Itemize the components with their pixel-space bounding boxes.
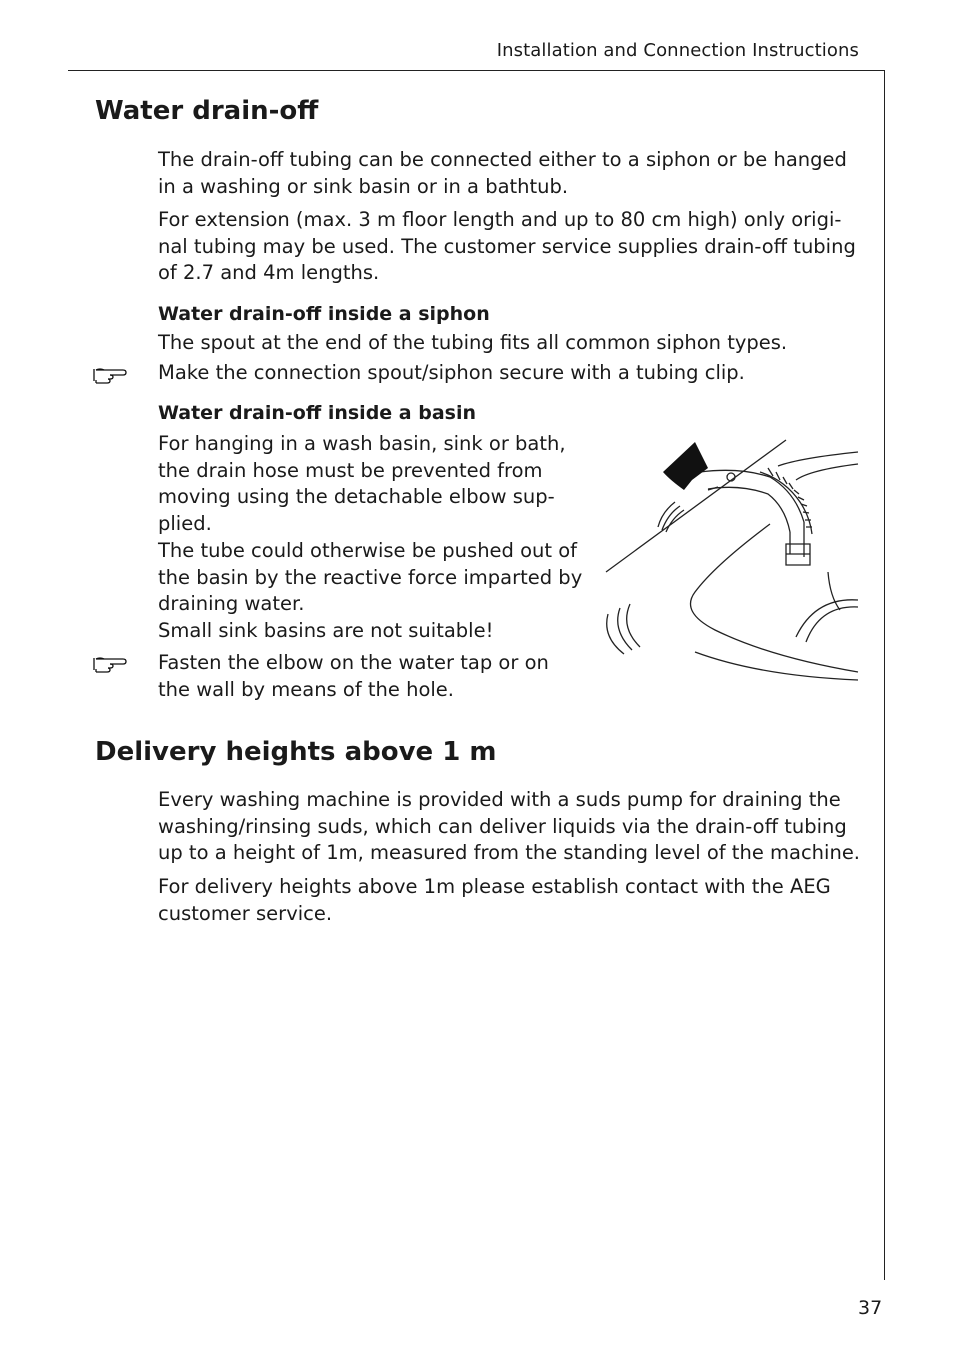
- text-line: of 2.7 and 4m lengths.: [158, 261, 380, 285]
- text-line: Small sink basins are not suitable!: [158, 618, 494, 642]
- text-line: nal tubing may be used. The customer service supplies drain-off tubing: [158, 234, 856, 258]
- text-line: plied.: [158, 512, 212, 536]
- subheading-siphon: Water drain-off inside a siphon: [158, 303, 490, 325]
- margin-rule: [884, 70, 885, 1280]
- text-line: For extension (max. 3 m floor length and up to 80 cm high) only origi-: [158, 208, 842, 231]
- text-line: customer service.: [158, 901, 333, 925]
- paragraph-contact-service: [158, 874, 831, 927]
- running-header: Installation and Connection Instructions: [496, 40, 859, 61]
- text-line: the wall by means of the hole.: [158, 677, 455, 701]
- text-line: washing/rinsing suds, which can deliver liquids via the drain-off tubing: [158, 814, 847, 838]
- section-title-water-drain-off: Water drain-off: [95, 96, 319, 126]
- text-line: moving using the detachable elbow sup-: [158, 485, 555, 509]
- text-line: the drain hose must be prevented from: [158, 458, 543, 482]
- text-line: Every washing machine is provided with a suds pump for draining the: [158, 788, 841, 811]
- text-line: in a washing or sink basin or in a bathtub.: [158, 174, 569, 198]
- subheading-basin: Water drain-off inside a basin: [158, 402, 476, 424]
- text-line: draining water.: [158, 592, 305, 616]
- drain-hose-basin-illustration: [600, 432, 860, 692]
- text-line: Fasten the elbow on the water tap or on: [158, 651, 549, 674]
- text-line: The drain-off tubing can be connected either to a siphon or be hanged: [158, 148, 847, 171]
- text-line: For delivery heights above 1m please establish contact with the AEG: [158, 875, 831, 898]
- paragraph-suds-pump: [158, 787, 860, 867]
- paragraph-extension: [158, 207, 856, 287]
- pointing-hand-icon: [93, 365, 127, 385]
- tip-fasten-elbow: [158, 650, 549, 703]
- paragraph-basin: [158, 431, 582, 645]
- section-title-delivery-heights: Delivery heights above 1 m: [95, 737, 497, 767]
- text-line: up to a height of 1m, measured from the standing level of the machine.: [158, 841, 861, 865]
- header-rule: [68, 70, 885, 71]
- text-line: For hanging in a wash basin, sink or bath,: [158, 432, 566, 455]
- page-number: 37: [858, 1297, 883, 1319]
- paragraph-siphon: The spout at the end of the tubing fits all common siphon types.: [158, 331, 788, 354]
- text-line: the basin by the reactive force imparted by: [158, 565, 583, 589]
- text-line: The tube could otherwise be pushed out of: [158, 538, 578, 562]
- paragraph-drain-connection: [158, 147, 847, 200]
- tip-siphon-clip: Make the connection spout/siphon secure with a tubing clip.: [158, 361, 745, 384]
- pointing-hand-icon: [93, 654, 127, 674]
